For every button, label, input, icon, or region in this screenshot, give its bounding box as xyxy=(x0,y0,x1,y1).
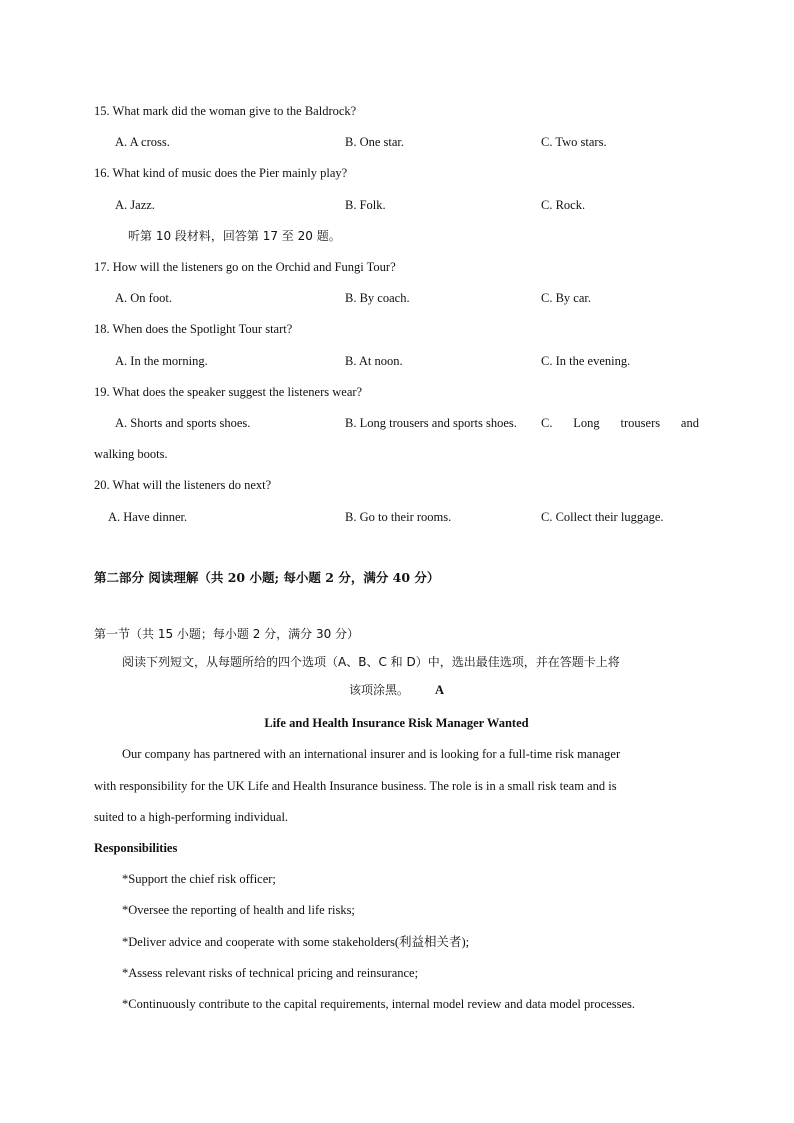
question-20: 20. What will the listeners do next? xyxy=(94,478,272,492)
q19-option-b: B. Long trousers and sports shoes. xyxy=(345,416,517,430)
q19-c-word: Long xyxy=(573,416,600,430)
responsibility-item: *Deliver advice and cooperate with some stakeholders(利益相关者); xyxy=(122,935,470,949)
responsibility-item: *Oversee the reporting of health and life risks; xyxy=(122,903,355,917)
q17-option-a: A. On foot. xyxy=(115,291,172,305)
passage-intro-line: with responsibility for the UK Life and Health Insurance business. The role is in a small risk team and is xyxy=(94,779,617,793)
q19-option-c-continued: walking boots. xyxy=(94,447,168,461)
q17-option-c: C. By car. xyxy=(541,291,591,305)
responsibility-item: *Support the chief risk officer; xyxy=(122,872,276,886)
q20-option-c: C. Collect their luggage. xyxy=(541,510,664,524)
q16-option-b: B. Folk. xyxy=(345,198,386,212)
q19-c-word: trousers xyxy=(620,416,661,430)
q15-option-c: C. Two stars. xyxy=(541,135,607,149)
q18-option-c: C. In the evening. xyxy=(541,354,631,368)
section-one-title: 第一节（共 15 小题；每小题 2 分，满分 30 分） xyxy=(94,627,360,641)
q19-c-word: C. xyxy=(541,416,553,430)
q19-option-a: A. Shorts and sports shoes. xyxy=(115,416,251,430)
responsibility-item: *Assess relevant risks of technical pricing and reinsurance; xyxy=(122,966,419,980)
part-two-title: 第二部分 阅读理解（共 20 小题; 每小题 2 分，满分 40 分） xyxy=(94,570,440,585)
q20-option-a: A. Have dinner. xyxy=(108,510,188,524)
passage-intro-line: Our company has partnered with an international insurer and is looking for a full-time risk manager xyxy=(122,747,621,761)
q18-option-b: B. At noon. xyxy=(345,354,403,368)
passage-intro-line: suited to a high-performing individual. xyxy=(94,810,289,824)
q16-option-a: A. Jazz. xyxy=(115,198,155,212)
passage-letter: A xyxy=(435,683,445,697)
question-18: 18. When does the Spotlight Tour start? xyxy=(94,322,293,336)
q17-option-b: B. By coach. xyxy=(345,291,410,305)
q18-option-a: A. In the morning. xyxy=(115,354,208,368)
question-16: 16. What kind of music does the Pier mainly play? xyxy=(94,166,348,180)
question-19: 19. What does the speaker suggest the listeners wear? xyxy=(94,385,363,399)
section-10-instruction: 听第 10 段材料，回答第 17 至 20 题。 xyxy=(128,229,341,243)
q19-option-c xyxy=(541,415,699,431)
q15-option-b: B. One star. xyxy=(345,135,405,149)
passage-title: Life and Health Insurance Risk Manager Wanted xyxy=(264,716,529,730)
responsibility-item: *Continuously contribute to the capital requirements, internal model review and data model processes. xyxy=(122,997,636,1011)
q19-c-word: and xyxy=(680,416,699,430)
question-15: 15. What mark did the woman give to the Baldrock? xyxy=(94,104,357,118)
reading-instruction: 阅读下列短文，从每题所给的四个选项（A、B、C 和 D）中，选出最佳选项，并在答题卡上将 xyxy=(122,655,620,669)
q20-option-b: B. Go to their rooms. xyxy=(345,510,452,524)
q15-option-a: A. A cross. xyxy=(115,135,170,149)
question-17: 17. How will the listeners go on the Orchid and Fungi Tour? xyxy=(94,260,396,274)
q16-option-c: C. Rock. xyxy=(541,198,586,212)
responsibilities-heading: Responsibilities xyxy=(94,841,178,855)
reading-instruction-cont: 该项涂黑。 xyxy=(349,683,410,697)
